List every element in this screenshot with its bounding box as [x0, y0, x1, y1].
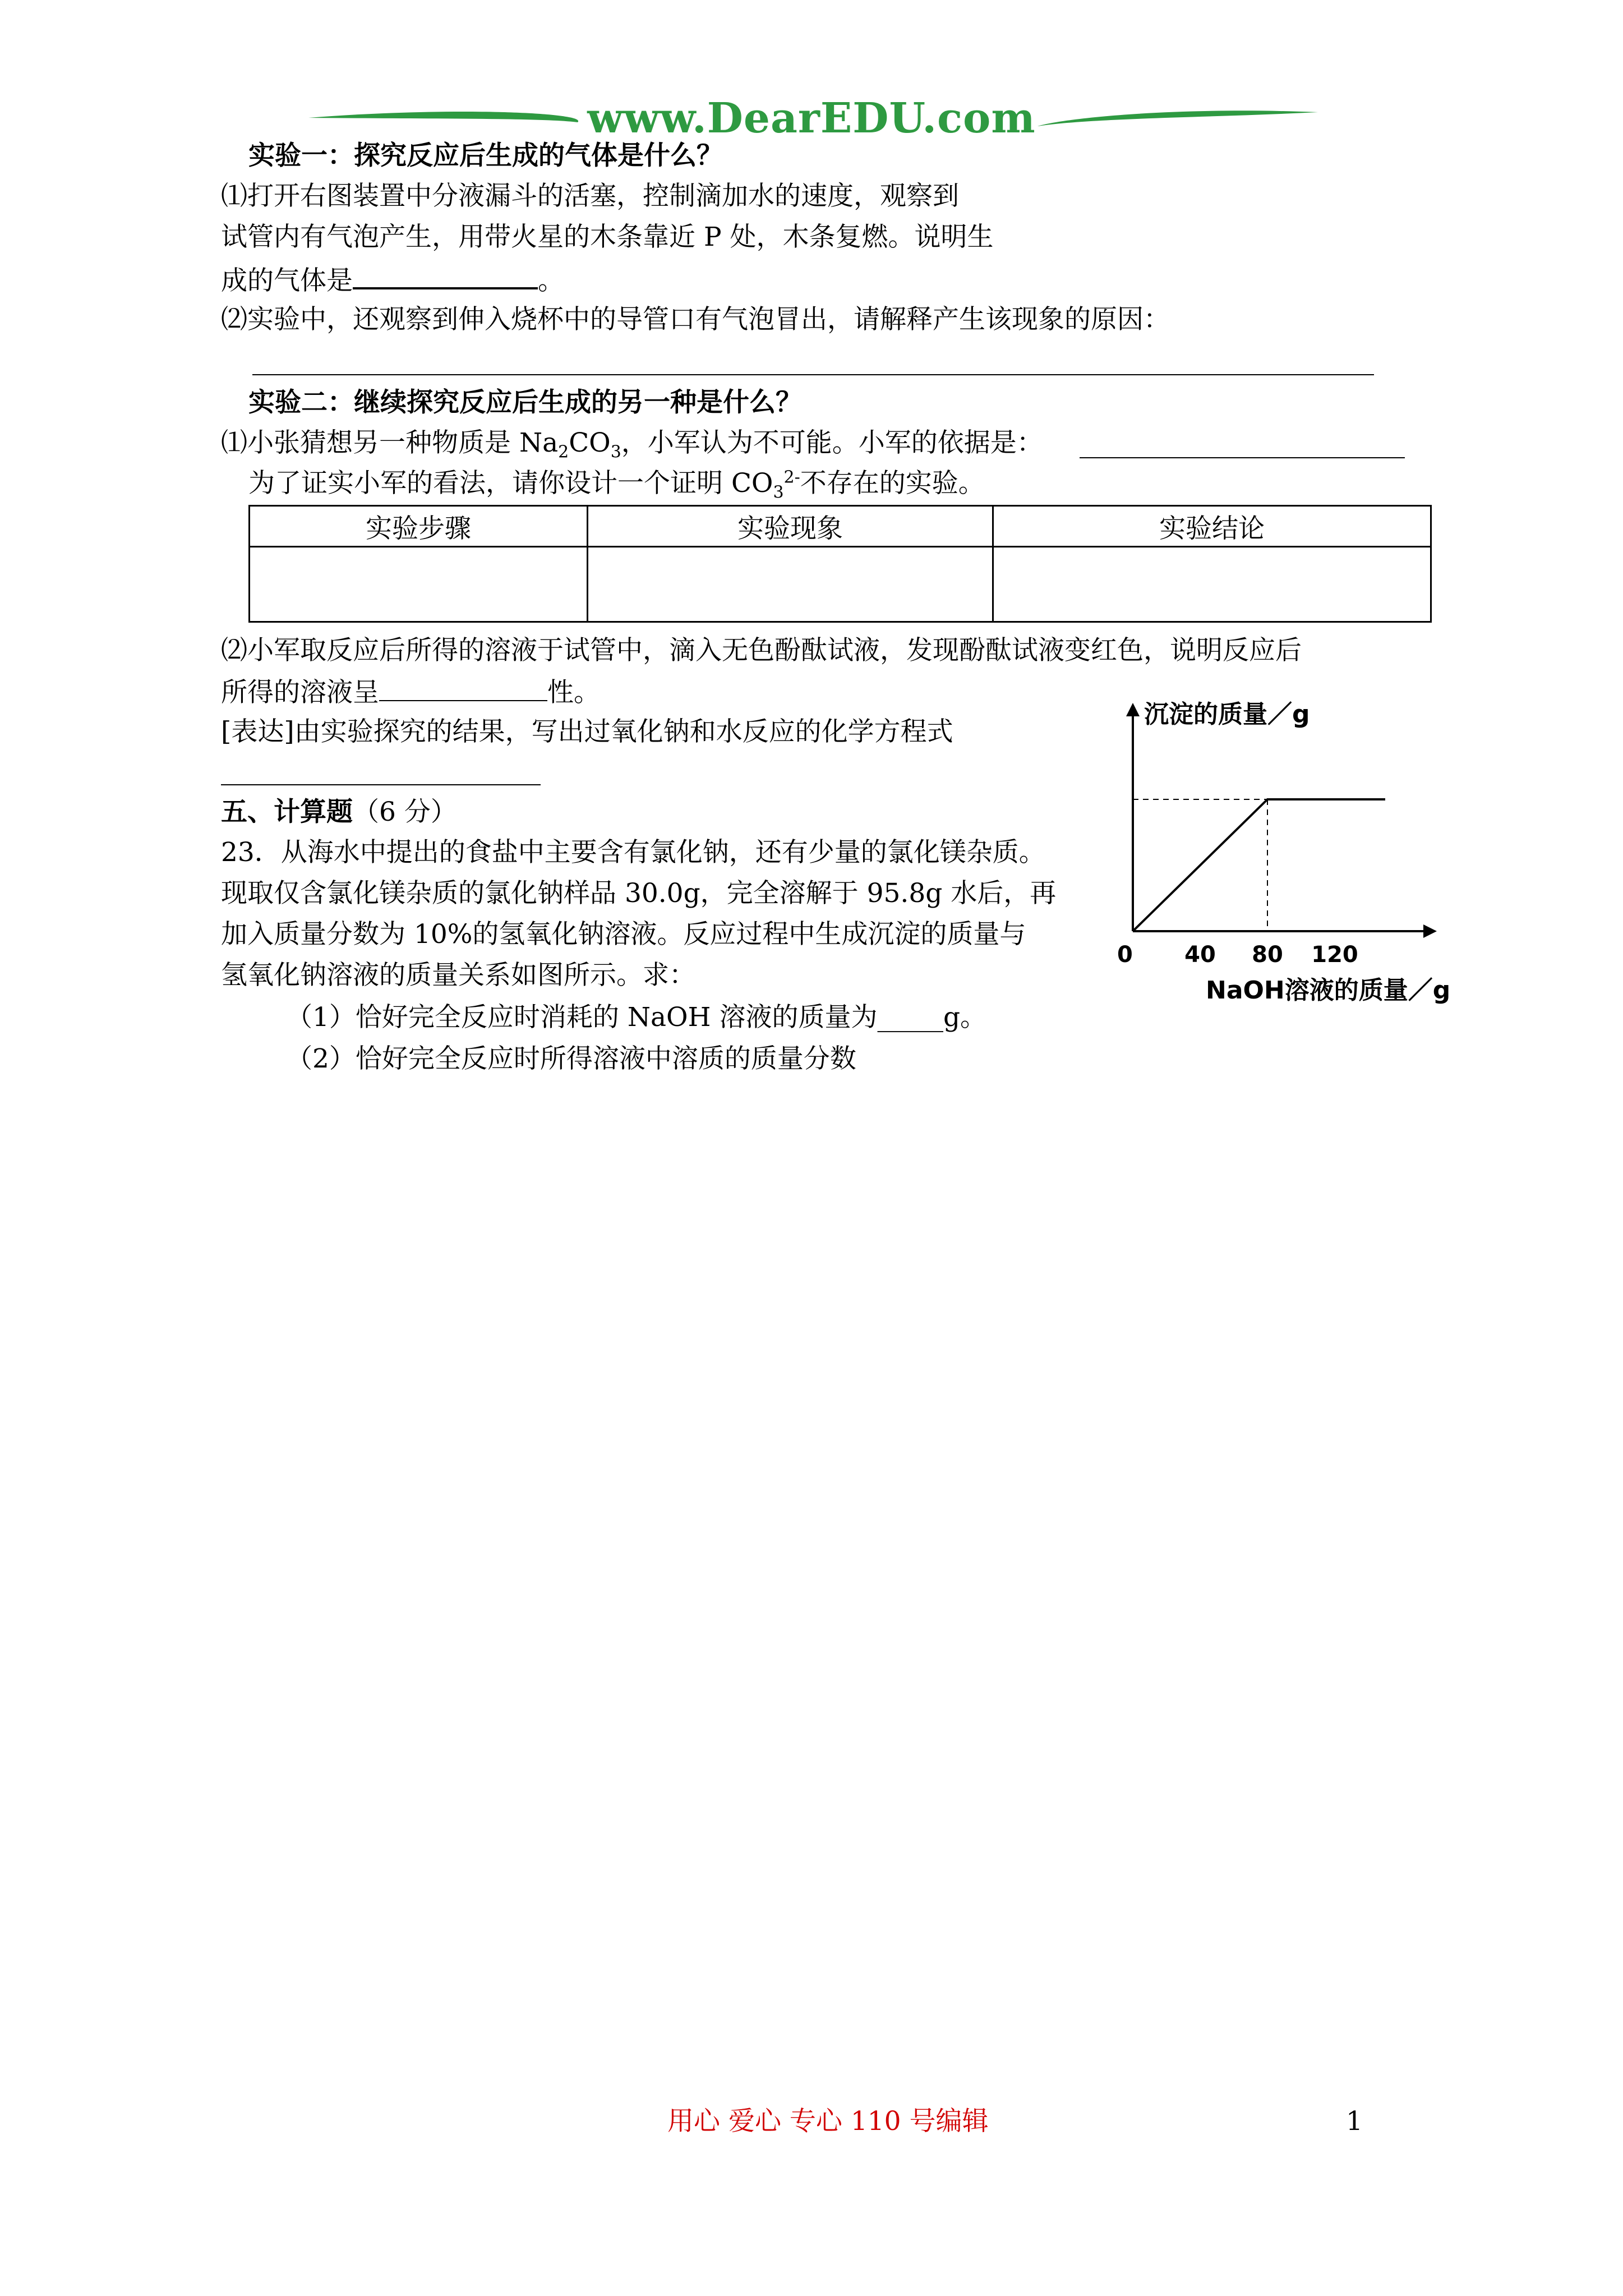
sub1-post: g。 — [943, 1002, 987, 1033]
exp1-question2: ⑵实验中，还观察到伸入烧杯中的导管口有气泡冒出，请解释产生该现象的原因： — [221, 304, 1170, 335]
x-tick-label: 80 — [1252, 942, 1283, 968]
section5-heading — [221, 795, 457, 829]
table-header-conclusion: 实验结论 — [993, 506, 1431, 547]
x-tick-label: 120 — [1311, 942, 1358, 968]
solution-property-blank[interactable] — [379, 674, 547, 701]
exp2-line1 — [221, 426, 1043, 460]
section5-score: （6 分） — [353, 797, 457, 827]
q23-sub2: （2）恰好完全反应时所得溶液中溶质的质量分数 — [286, 1043, 856, 1074]
exp2-line2-sup: 2- — [783, 467, 800, 487]
table-header-phenomenon: 实验现象 — [588, 506, 993, 547]
exp1-reason-answer-line[interactable] — [252, 374, 1374, 375]
exp2-question2-line1: ⑵小军取反应后所得的溶液于试管中，滴入无色酚酞试液，发现酚酞试液变红色，说明反应后 — [221, 635, 1302, 666]
exp1-line3 — [221, 261, 564, 298]
section5-title: 五、计算题 — [221, 797, 353, 827]
q23-sub1 — [286, 1001, 986, 1034]
x-tick-label: 40 — [1184, 942, 1216, 968]
equation-answer-line[interactable] — [221, 784, 541, 785]
page-number: 1 — [1346, 2106, 1363, 2137]
exp2-line1-mid: CO — [569, 427, 611, 458]
exp1-line3-pre: 成的气体是 — [221, 265, 353, 296]
table-cell-phenomenon-input[interactable] — [588, 547, 993, 622]
exp2-line1-post: ，小军认为不可能。小军的依据是： — [621, 427, 1043, 458]
exp2-title: 实验二：继续探究反应后生成的另一种是什么？ — [248, 387, 802, 418]
q23-line2: 现取仅含氯化镁杂质的氯化钠样品 30.0g，完全溶解于 95.8g 水后，再 — [221, 878, 1057, 909]
exp1-line3-post: 。 — [538, 265, 564, 296]
q23-line1: 23．从海水中提出的食盐中主要含有氯化钠，还有少量的氯化镁杂质。 — [221, 837, 1045, 868]
exp1-line1: ⑴打开右图装置中分液漏斗的活塞，控制滴加水的速度，观察到 — [221, 181, 959, 211]
gas-answer-blank[interactable] — [353, 261, 538, 289]
exp2-question2-line2 — [221, 674, 600, 710]
header-site-logo: www.DearEDU.com — [587, 94, 1036, 142]
table-row — [250, 547, 1431, 622]
series-line — [1133, 799, 1385, 931]
chart-marks — [1133, 799, 1385, 968]
exp1-line2: 试管内有气泡产生，用带火星的木条靠近 P 处，木条复燃。说明生 — [221, 222, 994, 252]
table-header-steps: 实验步骤 — [250, 506, 588, 547]
exp2-line1-sub2: 3 — [610, 442, 621, 462]
express-statement: [表达]由实验探究的结果，写出过氧化钠和水反应的化学方程式 — [221, 716, 953, 747]
sub1-pre: （1）恰好完全反应时消耗的 NaOH 溶液的质量为 — [286, 1002, 878, 1033]
exp1-title: 实验一：探究反应后生成的气体是什么？ — [248, 140, 723, 171]
exp2-line2-post: 不存在的实验。 — [800, 468, 985, 499]
exp2-q2-post: 性。 — [547, 677, 600, 708]
exp2-q2-pre: 所得的溶液呈 — [221, 677, 379, 708]
basis-answer-line[interactable] — [1080, 457, 1405, 458]
q23-line4: 氢氧化钠溶液的质量关系如图所示。求： — [221, 960, 695, 991]
exp2-line2-pre: 为了证实小军的看法，请你设计一个证明 CO — [248, 468, 773, 499]
exp2-line1-sub: 2 — [558, 442, 569, 462]
exp2-line2 — [248, 467, 985, 503]
x-axis-label: NaOH溶液的质量／g — [1206, 976, 1451, 1005]
footer-credit: 用心 爱心 专心 110 号编辑 — [667, 2106, 989, 2137]
q23-line3: 加入质量分数为 10%的氢氧化钠溶液。反应过程中生成沉淀的质量与 — [221, 919, 1026, 950]
experiment-design-table — [248, 505, 1432, 623]
origin-label: 0 — [1117, 942, 1133, 968]
exp2-line1-pre: ⑴小张猜想另一种物质是 Na — [221, 427, 559, 458]
naoh-mass-blank[interactable]: _____ — [877, 1002, 943, 1033]
table-cell-conclusion-input[interactable] — [993, 547, 1431, 622]
y-axis-label: 沉淀的质量／g — [1144, 700, 1310, 729]
exp2-line2-sub: 3 — [773, 482, 784, 503]
table-header-row — [250, 506, 1431, 547]
table-cell-steps-input[interactable] — [250, 547, 588, 622]
precipitate-mass-chart — [1094, 696, 1486, 1010]
